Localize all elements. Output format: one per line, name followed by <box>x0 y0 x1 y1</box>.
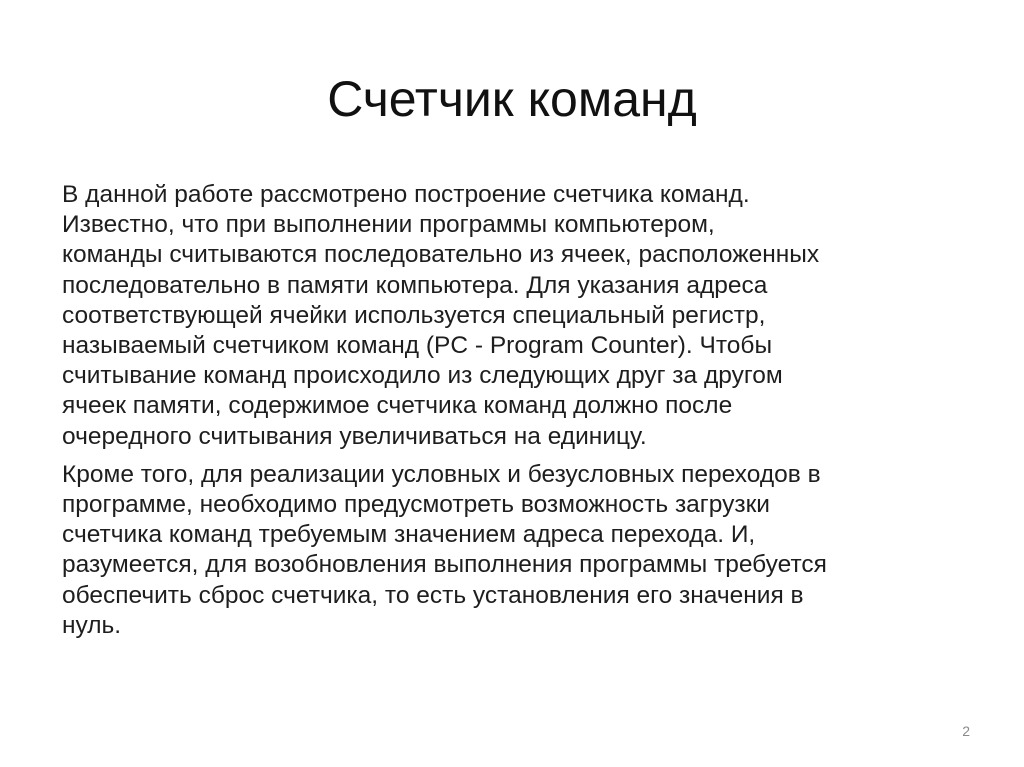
text-line: нуль. <box>62 611 122 639</box>
text-line: В данной работе рассмотрено построение счетчика команд. <box>62 181 750 208</box>
text-line: счетчика команд требуемым значением адреса перехода. И, <box>62 521 756 549</box>
text-line: называемый счетчиком команд (PC - Program Counter). Чтобы <box>62 332 773 360</box>
text-line: разумеется, для возобновления выполнения программы требуется <box>62 551 827 579</box>
text-line: программе, необходимо предусмотреть возможность загрузки <box>62 491 770 519</box>
paragraph-1 <box>62 180 972 452</box>
paragraph-2 <box>62 460 972 641</box>
text-line: очередного считывания увеличиваться на единицу. <box>62 422 647 450</box>
text-line: считывание команд происходило из следующих друг за другом <box>62 362 783 390</box>
text-line: обеспечить сброс счетчика, то есть установления его значения в <box>62 581 804 609</box>
text-line: последовательно в памяти компьютера. Для указания адреса <box>62 271 768 299</box>
slide-body <box>62 180 972 649</box>
page-number: 2 <box>962 723 970 739</box>
text-line: соответствующей ячейки используется специальный регистр, <box>62 301 766 329</box>
text-line: Кроме того, для реализации условных и безусловных переходов в <box>62 460 821 488</box>
slide-title: Счетчик команд <box>327 71 697 127</box>
text-line: Известно, что при выполнении программы компьютером, <box>62 211 715 239</box>
text-line: команды считываются последовательно из ячеек, расположенных <box>62 241 820 269</box>
text-line: ячеек памяти, содержимое счетчика команд должно после <box>62 392 733 420</box>
